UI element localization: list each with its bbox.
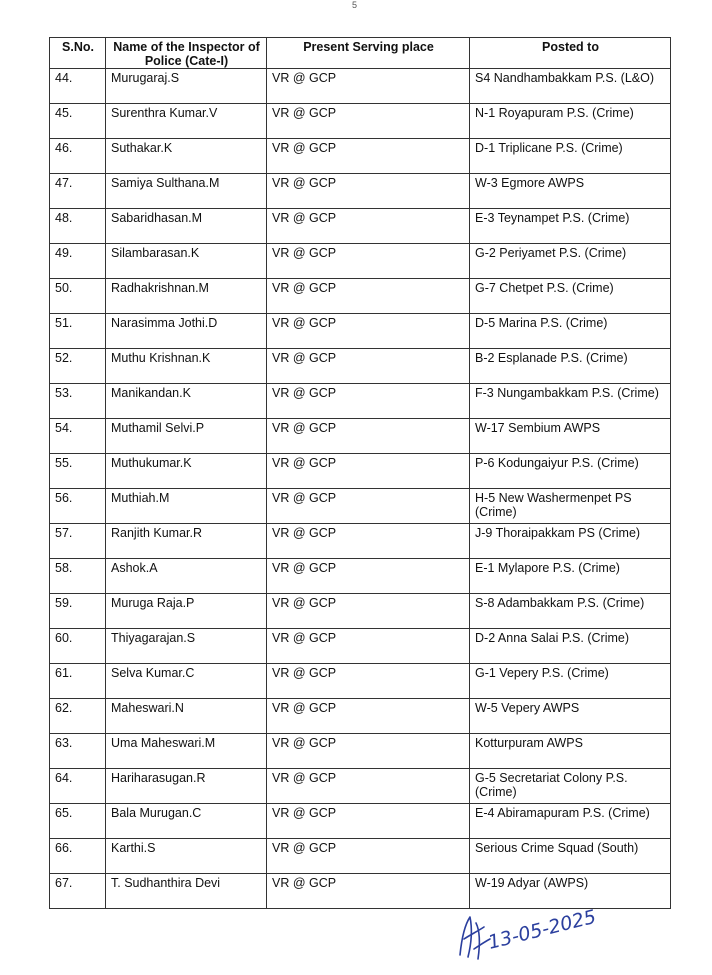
cell-present-place: VR @ GCP — [267, 419, 470, 454]
cell-sno: 66. — [50, 839, 106, 874]
table-row — [50, 559, 671, 594]
cell-name: Karthi.S — [106, 839, 267, 874]
cell-posted-to: E-3 Teynampet P.S. (Crime) — [470, 209, 671, 244]
cell-present-place: VR @ GCP — [267, 174, 470, 209]
table-row — [50, 664, 671, 699]
table-row — [50, 419, 671, 454]
cell-name: Manikandan.K — [106, 384, 267, 419]
table-row — [50, 279, 671, 314]
cell-name: T. Sudhanthira Devi — [106, 874, 267, 909]
table-row — [50, 384, 671, 419]
cell-posted-to: D-5 Marina P.S. (Crime) — [470, 314, 671, 349]
page-number: 5 — [352, 0, 358, 10]
cell-name: Suthakar.K — [106, 139, 267, 174]
cell-name: Sabaridhasan.M — [106, 209, 267, 244]
cell-present-place: VR @ GCP — [267, 244, 470, 279]
header-sno: S.No. — [50, 38, 106, 69]
table-row — [50, 524, 671, 559]
cell-sno: 67. — [50, 874, 106, 909]
cell-posted-to: Serious Crime Squad (South) — [470, 839, 671, 874]
cell-name: Muthamil Selvi.P — [106, 419, 267, 454]
cell-name: Murugaraj.S — [106, 69, 267, 104]
cell-posted-to: E-4 Abiramapuram P.S. (Crime) — [470, 804, 671, 839]
cell-present-place: VR @ GCP — [267, 804, 470, 839]
table-row — [50, 594, 671, 629]
cell-present-place: VR @ GCP — [267, 209, 470, 244]
cell-present-place: VR @ GCP — [267, 874, 470, 909]
cell-sno: 46. — [50, 139, 106, 174]
cell-sno: 57. — [50, 524, 106, 559]
cell-name: Ranjith Kumar.R — [106, 524, 267, 559]
cell-name: Samiya Sulthana.M — [106, 174, 267, 209]
table-row — [50, 104, 671, 139]
cell-sno: 51. — [50, 314, 106, 349]
cell-name: Muthiah.M — [106, 489, 267, 524]
cell-name: Hariharasugan.R — [106, 769, 267, 804]
cell-sno: 50. — [50, 279, 106, 314]
table-row — [50, 454, 671, 489]
cell-sno: 47. — [50, 174, 106, 209]
table-row — [50, 139, 671, 174]
cell-present-place: VR @ GCP — [267, 104, 470, 139]
cell-posted-to: S-8 Adambakkam P.S. (Crime) — [470, 594, 671, 629]
table-row — [50, 769, 671, 804]
cell-posted-to: E-1 Mylapore P.S. (Crime) — [470, 559, 671, 594]
header-posted-to: Posted to — [470, 38, 671, 69]
cell-sno: 62. — [50, 699, 106, 734]
cell-present-place: VR @ GCP — [267, 629, 470, 664]
cell-name: Ashok.A — [106, 559, 267, 594]
cell-sno: 44. — [50, 69, 106, 104]
table-row — [50, 349, 671, 384]
cell-present-place: VR @ GCP — [267, 69, 470, 104]
cell-sno: 60. — [50, 629, 106, 664]
transfer-table — [49, 37, 671, 909]
cell-posted-to: W-17 Sembium AWPS — [470, 419, 671, 454]
table-header-row — [50, 38, 671, 69]
cell-present-place: VR @ GCP — [267, 314, 470, 349]
cell-sno: 58. — [50, 559, 106, 594]
cell-name: Maheswari.N — [106, 699, 267, 734]
cell-sno: 53. — [50, 384, 106, 419]
cell-present-place: VR @ GCP — [267, 594, 470, 629]
cell-posted-to: G-2 Periyamet P.S. (Crime) — [470, 244, 671, 279]
cell-posted-to: W-5 Vepery AWPS — [470, 699, 671, 734]
cell-posted-to: G-1 Vepery P.S. (Crime) — [470, 664, 671, 699]
cell-posted-to: Kotturpuram AWPS — [470, 734, 671, 769]
header-name: Name of the Inspector of Police (Cate-I) — [106, 38, 267, 69]
cell-present-place: VR @ GCP — [267, 279, 470, 314]
cell-posted-to: N-1 Royapuram P.S. (Crime) — [470, 104, 671, 139]
cell-sno: 56. — [50, 489, 106, 524]
cell-posted-to: H-5 New Washermenpet PS (Crime) — [470, 489, 671, 524]
table-row — [50, 209, 671, 244]
cell-name: Silambarasan.K — [106, 244, 267, 279]
cell-sno: 65. — [50, 804, 106, 839]
cell-present-place: VR @ GCP — [267, 839, 470, 874]
cell-sno: 49. — [50, 244, 106, 279]
cell-name: Surenthra Kumar.V — [106, 104, 267, 139]
table-row — [50, 839, 671, 874]
cell-posted-to: G-5 Secretariat Colony P.S. (Crime) — [470, 769, 671, 804]
cell-present-place: VR @ GCP — [267, 349, 470, 384]
handwritten-signature — [450, 905, 610, 967]
cell-posted-to: D-1 Triplicane P.S. (Crime) — [470, 139, 671, 174]
cell-posted-to: P-6 Kodungaiyur P.S. (Crime) — [470, 454, 671, 489]
cell-present-place: VR @ GCP — [267, 664, 470, 699]
cell-sno: 63. — [50, 734, 106, 769]
cell-posted-to: D-2 Anna Salai P.S. (Crime) — [470, 629, 671, 664]
table-row — [50, 174, 671, 209]
cell-present-place: VR @ GCP — [267, 559, 470, 594]
cell-posted-to: W-3 Egmore AWPS — [470, 174, 671, 209]
table-row — [50, 489, 671, 524]
cell-present-place: VR @ GCP — [267, 734, 470, 769]
cell-posted-to: B-2 Esplanade P.S. (Crime) — [470, 349, 671, 384]
cell-name: Uma Maheswari.M — [106, 734, 267, 769]
cell-sno: 52. — [50, 349, 106, 384]
cell-posted-to: S4 Nandhambakkam P.S. (L&O) — [470, 69, 671, 104]
cell-name: Radhakrishnan.M — [106, 279, 267, 314]
table-row — [50, 629, 671, 664]
table-row — [50, 699, 671, 734]
cell-posted-to: W-19 Adyar (AWPS) — [470, 874, 671, 909]
cell-sno: 54. — [50, 419, 106, 454]
table-row — [50, 874, 671, 909]
cell-name: Muthukumar.K — [106, 454, 267, 489]
cell-present-place: VR @ GCP — [267, 384, 470, 419]
cell-name: Thiyagarajan.S — [106, 629, 267, 664]
cell-present-place: VR @ GCP — [267, 489, 470, 524]
table-row — [50, 734, 671, 769]
table-body — [50, 69, 671, 909]
table-row — [50, 314, 671, 349]
cell-name: Selva Kumar.C — [106, 664, 267, 699]
cell-name: Muruga Raja.P — [106, 594, 267, 629]
table-row — [50, 804, 671, 839]
cell-name: Muthu Krishnan.K — [106, 349, 267, 384]
cell-present-place: VR @ GCP — [267, 769, 470, 804]
cell-posted-to: G-7 Chetpet P.S. (Crime) — [470, 279, 671, 314]
cell-name: Narasimma Jothi.D — [106, 314, 267, 349]
cell-posted-to: J-9 Thoraipakkam PS (Crime) — [470, 524, 671, 559]
cell-present-place: VR @ GCP — [267, 454, 470, 489]
cell-sno: 48. — [50, 209, 106, 244]
signature-date: 13-05-2025 — [485, 905, 599, 954]
cell-name: Bala Murugan.C — [106, 804, 267, 839]
cell-sno: 55. — [50, 454, 106, 489]
cell-sno: 45. — [50, 104, 106, 139]
table-row — [50, 69, 671, 104]
cell-present-place: VR @ GCP — [267, 524, 470, 559]
cell-present-place: VR @ GCP — [267, 139, 470, 174]
cell-sno: 64. — [50, 769, 106, 804]
cell-sno: 61. — [50, 664, 106, 699]
cell-posted-to: F-3 Nungambakkam P.S. (Crime) — [470, 384, 671, 419]
header-present-place: Present Serving place — [267, 38, 470, 69]
signature-scribble — [460, 917, 490, 959]
table-row — [50, 244, 671, 279]
cell-present-place: VR @ GCP — [267, 699, 470, 734]
cell-sno: 59. — [50, 594, 106, 629]
